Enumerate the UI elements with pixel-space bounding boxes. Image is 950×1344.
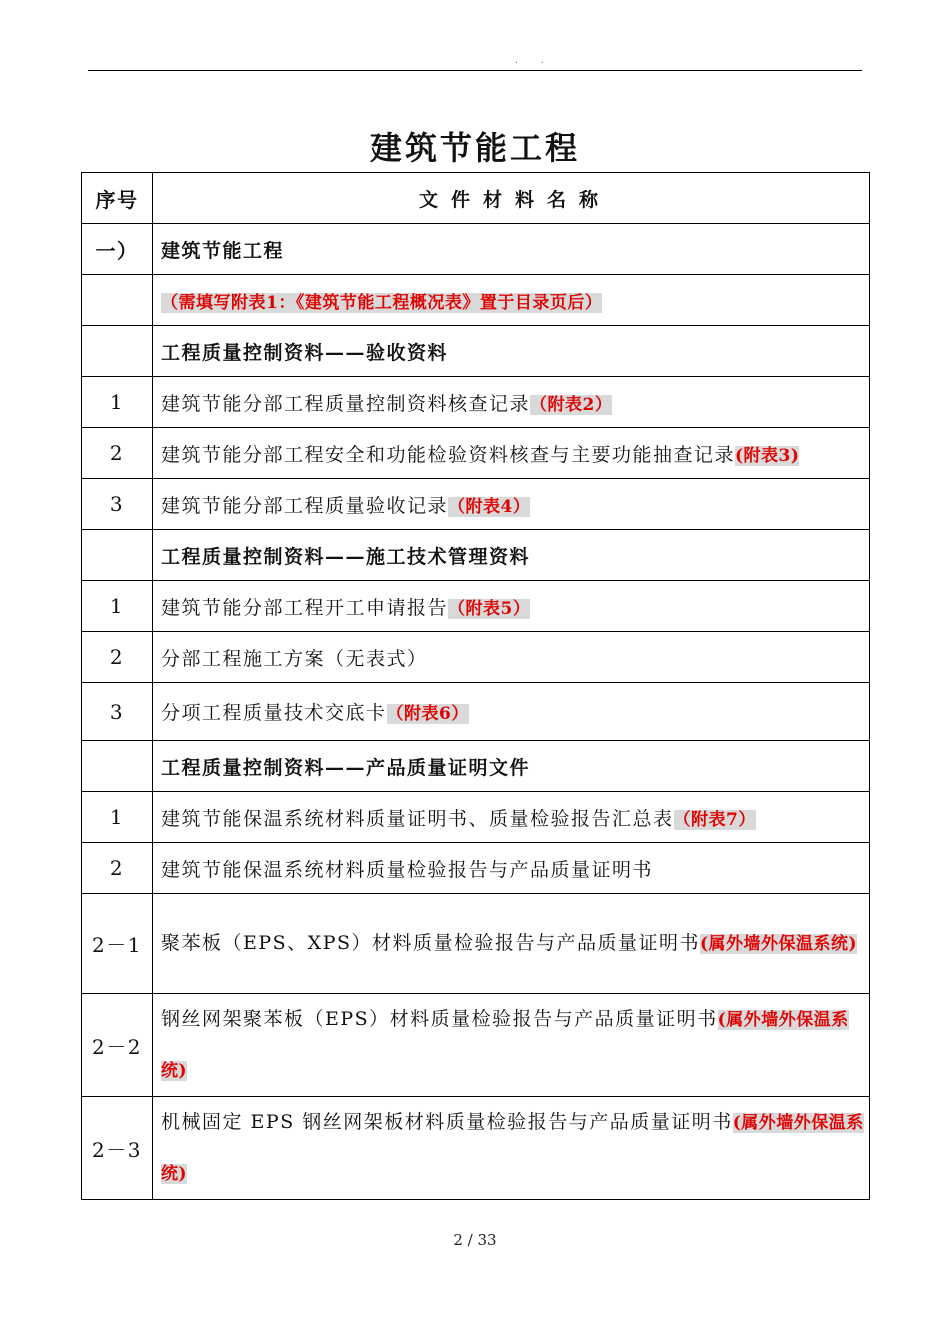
row-text: 机械固定 EPS 钢丝网架板材料质量检验报告与产品质量证明书 (161, 1111, 733, 1133)
row-num: 2－2 (82, 994, 153, 1097)
row-text: 钢丝网架聚苯板（EPS）材料质量检验报告与产品质量证明书 (161, 1008, 718, 1030)
table-row (82, 843, 870, 894)
table-row (82, 377, 870, 428)
row-tag: （附表2） (530, 394, 613, 415)
row-text-cell (153, 994, 870, 1097)
row-tag: （附表6） (386, 704, 469, 724)
table-row (82, 683, 870, 741)
table-header-row (82, 173, 870, 224)
header-rule (88, 70, 862, 71)
row-tag: （附表7） (673, 809, 756, 830)
row-text-cell (153, 479, 870, 530)
row-tag: （附表5） (448, 598, 531, 619)
section-num: 一） (82, 224, 153, 275)
row-text: 建筑节能保温系统材料质量检验报告与产品质量证明书 (161, 858, 654, 881)
group-heading-num-cell (82, 530, 153, 581)
row-tag: (属外墙外保温系统) (161, 1010, 849, 1081)
row-num: 2 (82, 843, 153, 894)
table-row (82, 894, 870, 994)
table-row (82, 479, 870, 530)
group-heading-num-cell (82, 741, 153, 792)
row-text-cell (153, 1097, 870, 1200)
group-heading-num-cell (82, 326, 153, 377)
col-header-name: 文件材料名称 (153, 173, 870, 224)
row-num: 2－1 (82, 894, 153, 994)
table-row (82, 994, 870, 1097)
note-cell (153, 275, 870, 326)
section-row (82, 224, 870, 275)
row-tag: (附表3) (735, 445, 800, 466)
page-number: 2 / 33 (453, 1231, 497, 1249)
note-row (82, 275, 870, 326)
row-text-cell (153, 581, 870, 632)
table-row (82, 428, 870, 479)
row-text: 建筑节能保温系统材料质量证明书、质量检验报告汇总表 (161, 807, 674, 830)
row-text: 分项工程质量技术交底卡 (161, 702, 387, 724)
table-row (82, 632, 870, 683)
row-num: 3 (82, 479, 153, 530)
row-num: 2 (82, 428, 153, 479)
row-text-cell (153, 683, 870, 741)
section-title: 建筑节能工程 (153, 224, 870, 275)
table-row (82, 792, 870, 843)
row-text: 聚苯板（EPS、XPS）材料质量检验报告与产品质量证明书 (161, 932, 700, 954)
row-text-cell (153, 632, 870, 683)
row-num: 1 (82, 581, 153, 632)
group-heading-row (82, 741, 870, 792)
page-title: 建筑节能工程 (369, 129, 580, 167)
row-tag: (属外墙外保温系统) (700, 934, 858, 954)
row-tag: (属外墙外保温系统) (161, 1113, 864, 1184)
group-heading-row (82, 530, 870, 581)
row-num: 1 (82, 792, 153, 843)
row-text-cell (153, 843, 870, 894)
row-text-cell (153, 377, 870, 428)
table-row (82, 581, 870, 632)
row-num: 3 (82, 683, 153, 741)
group-heading: 工程质量控制资料——验收资料 (153, 326, 870, 377)
row-text: 分部工程施工方案（无表式） (161, 647, 428, 670)
group-heading: 工程质量控制资料——施工技术管理资料 (153, 530, 870, 581)
row-num: 2 (82, 632, 153, 683)
group-heading: 工程质量控制资料——产品质量证明文件 (153, 741, 870, 792)
row-num: 1 (82, 377, 153, 428)
row-text: 建筑节能分部工程质量验收记录 (161, 494, 449, 517)
row-tag: （附表4） (448, 496, 531, 517)
col-header-num: 序号 (82, 173, 153, 224)
document-table (81, 172, 870, 1200)
row-num: 2－3 (82, 1097, 153, 1200)
group-heading-row (82, 326, 870, 377)
table-row (82, 1097, 870, 1200)
row-text-cell (153, 792, 870, 843)
row-text-cell (153, 428, 870, 479)
header-dots: . . (515, 56, 554, 66)
row-text: 建筑节能分部工程开工申请报告 (161, 596, 449, 619)
row-text: 建筑节能分部工程质量控制资料核查记录 (161, 392, 531, 415)
note-num-cell (82, 275, 153, 326)
row-text: 建筑节能分部工程安全和功能检验资料核查与主要功能抽查记录 (161, 443, 736, 466)
note-text: （需填写附表1：《建筑节能工程概况表》置于目录页后） (161, 292, 603, 313)
row-text-cell (153, 894, 870, 994)
